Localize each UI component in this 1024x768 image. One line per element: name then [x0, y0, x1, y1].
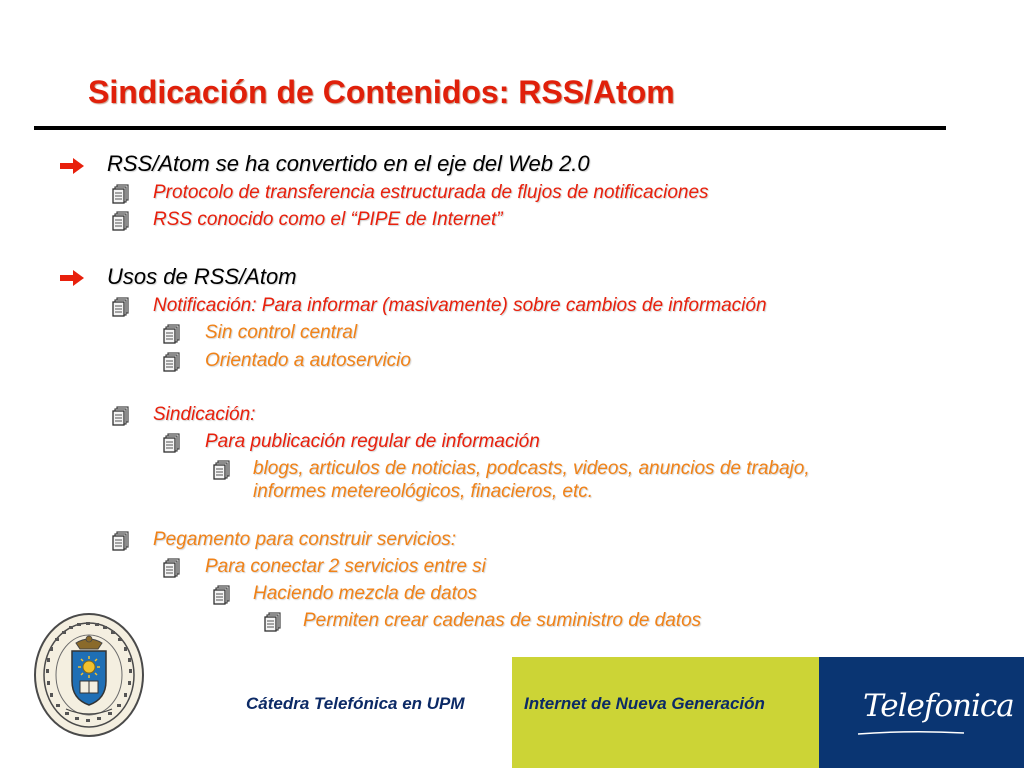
bullet-conectar: Para conectar 2 servicios entre si	[205, 556, 486, 577]
footer-catedra-label: Cátedra Telefónica en UPM	[246, 694, 465, 713]
book-icon	[112, 406, 130, 426]
book-icon	[163, 433, 181, 453]
bullet-rss-pipe: RSS conocido como el “PIPE de Internet”	[153, 209, 503, 230]
bullet-rss-atom: RSS/Atom se ha convertido en el eje del Web 2.0	[107, 151, 590, 176]
book-icon	[112, 184, 130, 204]
book-icon	[112, 211, 130, 231]
bullet-notificacion: Notificación: Para informar (masivamente) sobre cambios de información	[153, 295, 767, 316]
slide-title: Sindicación de Contenidos: RSS/Atom	[88, 74, 675, 110]
book-icon	[163, 558, 181, 578]
telefonica-logo-underline	[856, 730, 966, 736]
bullet-blogs-continued: informes metereológicos, finacieros, etc.	[253, 481, 594, 502]
bullet-pegamento: Pegamento para construir servicios:	[153, 529, 457, 550]
arrow-right-icon	[60, 270, 84, 286]
telefonica-logo: Telefonica	[863, 688, 1014, 724]
upm-seal-logo	[32, 611, 146, 739]
bullet-sindicacion: Sindicación:	[153, 404, 256, 425]
bullet-blogs: blogs, articulos de noticias, podcasts, videos, anuncios de trabajo,	[253, 458, 810, 479]
book-icon	[163, 324, 181, 344]
bullet-protocolo: Protocolo de transferencia estructurada de flujos de notificaciones	[153, 182, 709, 203]
bullet-usos: Usos de RSS/Atom	[107, 264, 297, 289]
bullet-autoservicio: Orientado a autoservicio	[205, 350, 411, 371]
bullet-cadenas: Permiten crear cadenas de suministro de datos	[303, 610, 702, 631]
footer-internet-label: Internet de Nueva Generación	[524, 694, 765, 713]
book-icon	[213, 585, 231, 605]
book-icon	[264, 612, 282, 632]
title-divider	[34, 126, 946, 130]
book-icon	[112, 531, 130, 551]
bullet-publicacion: Para publicación regular de información	[205, 431, 540, 452]
bullet-sin-control: Sin control central	[205, 322, 358, 343]
book-icon	[163, 352, 181, 372]
arrow-right-icon	[60, 158, 84, 174]
bullet-mezcla: Haciendo mezcla de datos	[253, 583, 477, 604]
book-icon	[213, 460, 231, 480]
book-icon	[112, 297, 130, 317]
